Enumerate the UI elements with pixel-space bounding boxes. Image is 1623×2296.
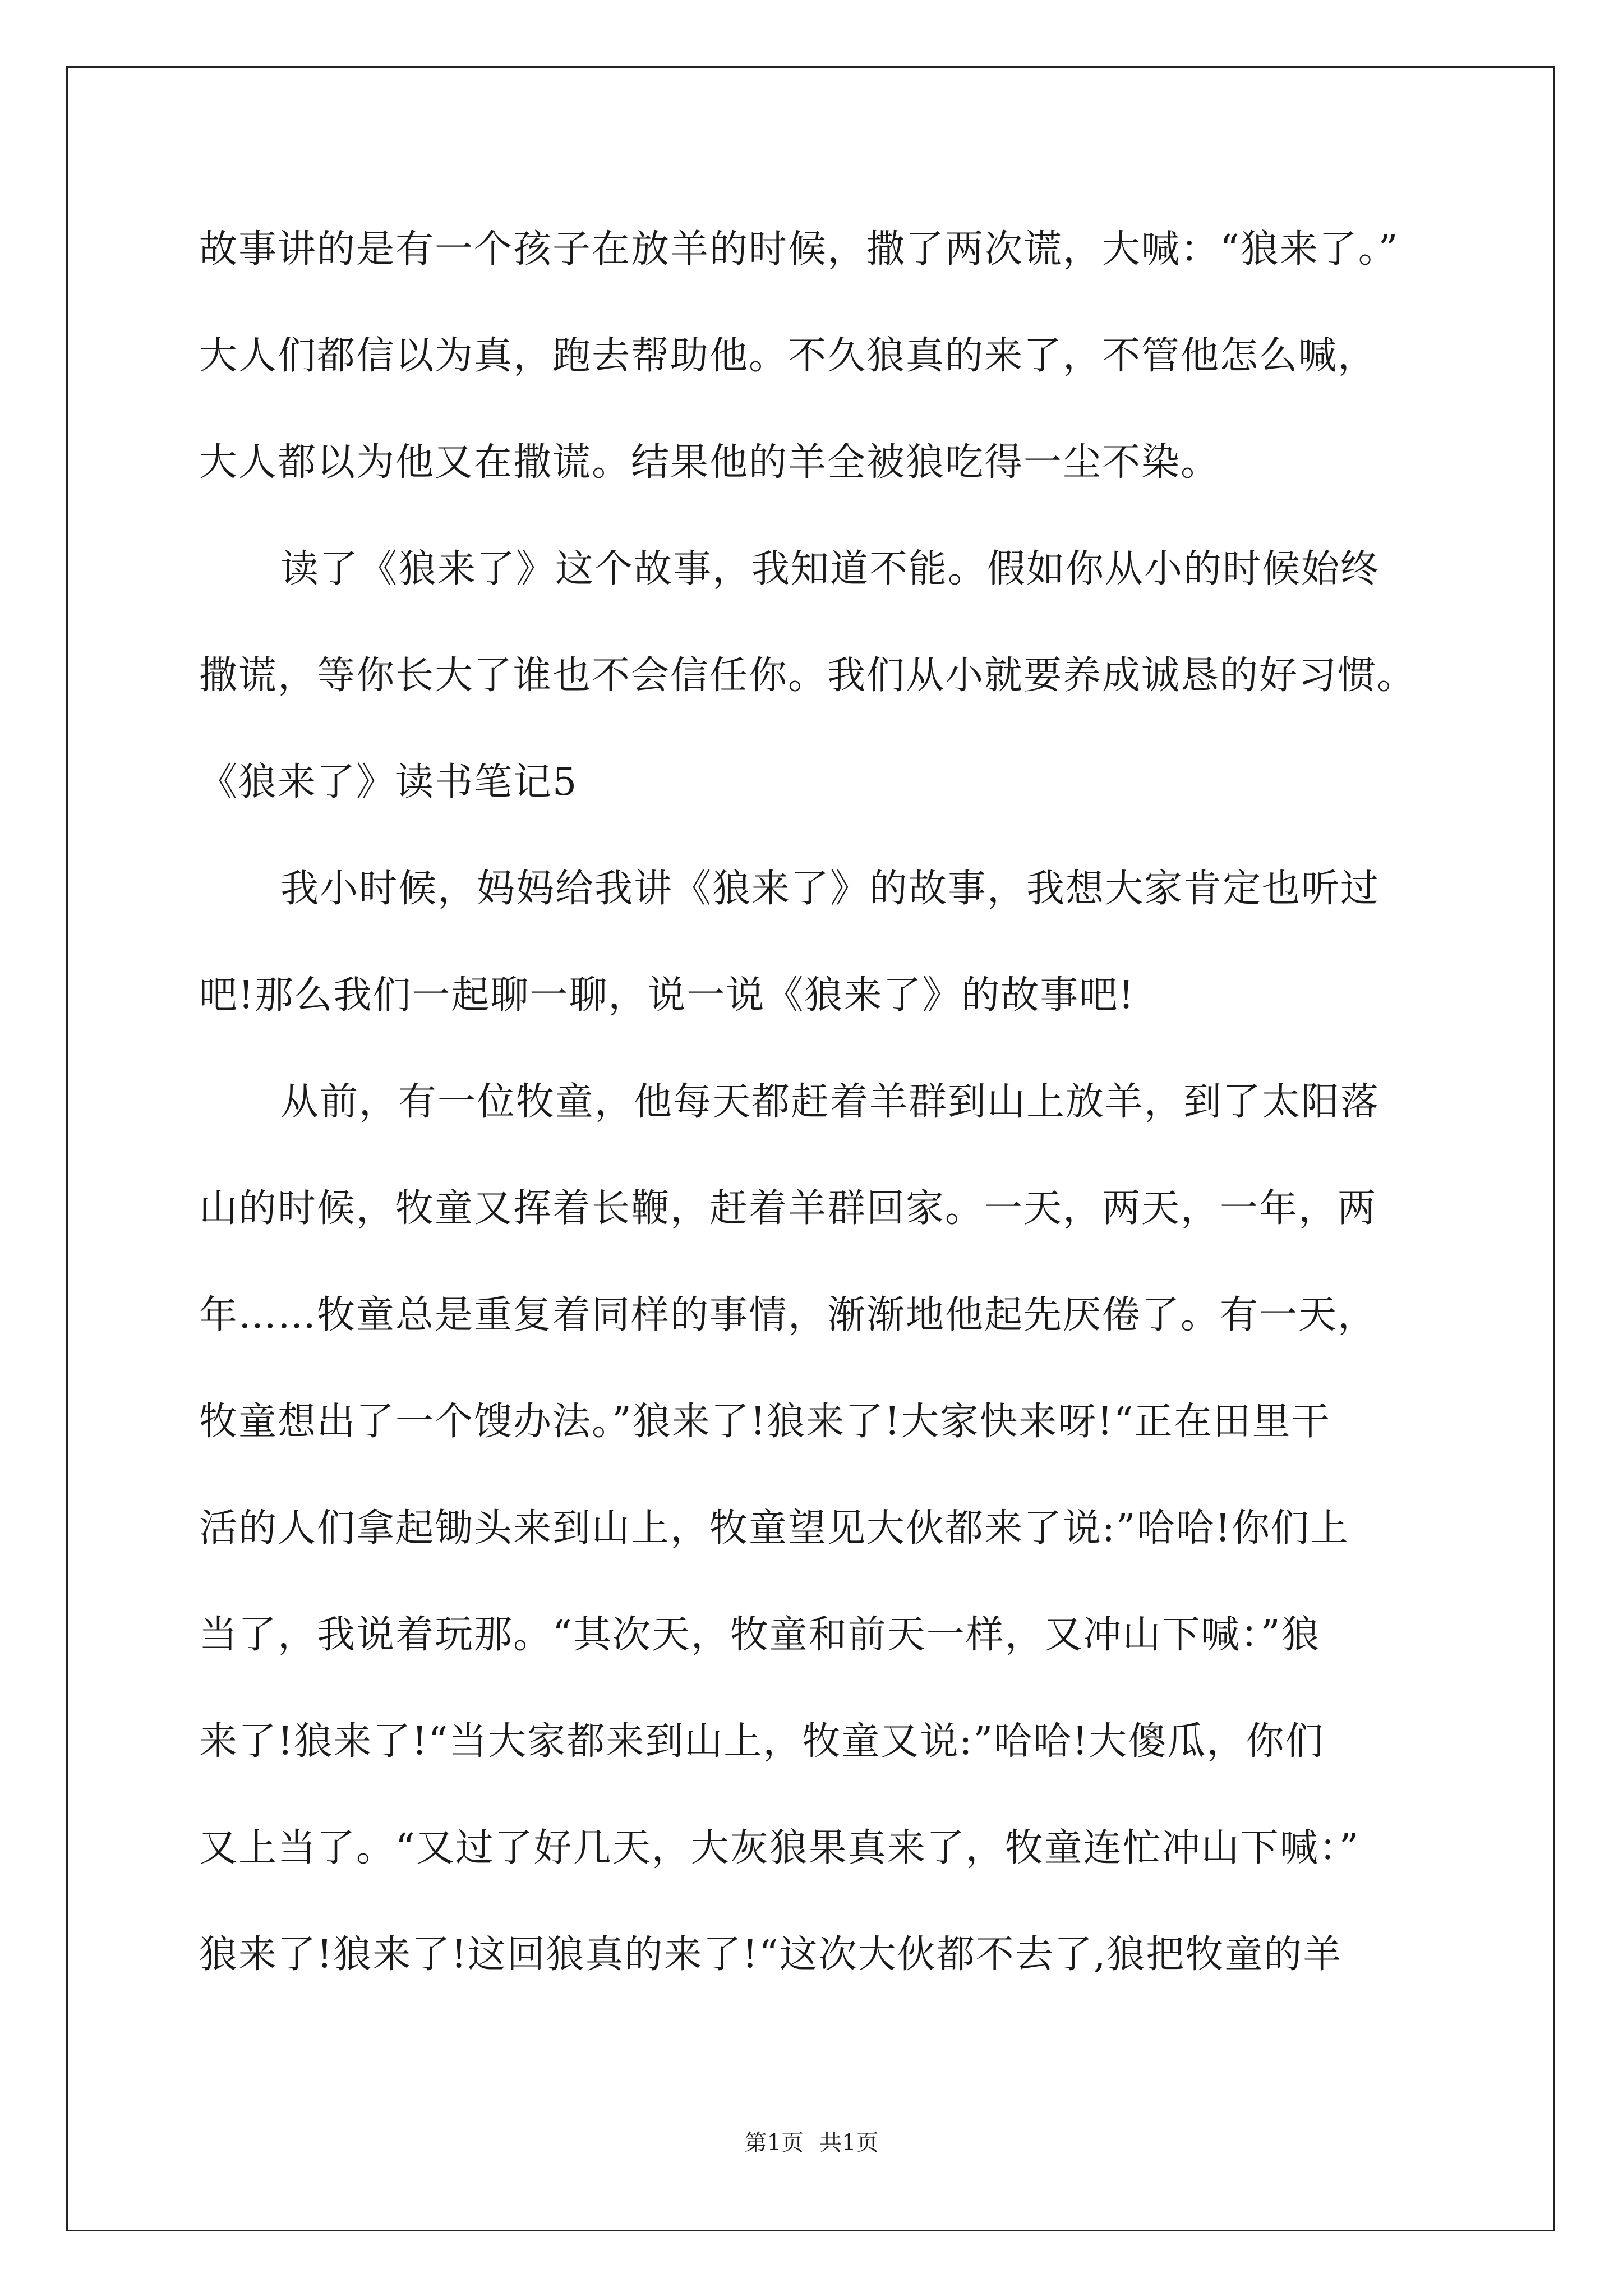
text-line: 狼来了!狼来了!这回狼真的来了!“这次大伙都不去了,狼把牧童的羊 (199, 1932, 1343, 1977)
text-line: 撒谎，等你长大了谁也不会信任你。我们从小就要养成诚恳的好习惯。 (199, 654, 1417, 698)
text-line: 大人都以为他又在撒谎。结果他的羊全被狼吃得一尘不染。 (199, 440, 1220, 485)
page-total: 共1页 (819, 2130, 879, 2156)
text-line: 吧!那么我们一起聊一聊，说一说《狼来了》的故事吧! (199, 973, 1135, 1018)
text-line: 又上当了。“又过了好几天，大灰狼果真来了，牧童连忙冲山下喊：” (199, 1826, 1360, 1870)
text-line: 活的人们拿起锄头来到山上，牧童望见大伙都来了说:”哈哈!你们上 (199, 1506, 1350, 1550)
text-line: 当了，我说着玩那。“其次天，牧童和前天一样，又冲山下喊：”狼 (199, 1613, 1321, 1657)
text-line: 来了!狼来了!“当大家都来到山上，牧童又说:”哈哈!大傻瓜，你们 (199, 1719, 1325, 1764)
page-border (66, 66, 1555, 2231)
text-line: 故事讲的是有一个孩子在放羊的时候，撒了两次谎，大喊：“狼来了。” (199, 227, 1399, 272)
text-line: 读了《狼来了》这个故事，我知道不能。假如你从小的时候始终 (280, 547, 1380, 591)
text-line: 年……牧童总是重复着同样的事情，渐渐地他起先厌倦了。有一天， (199, 1293, 1377, 1337)
section-heading: 《狼来了》读书笔记5 (199, 760, 578, 804)
text-line: 从前，有一位牧童，他每天都赶着羊群到山上放羊，到了太阳落 (280, 1080, 1380, 1124)
page-number: 第1页 (744, 2130, 804, 2156)
text-line: 我小时候，妈妈给我讲《狼来了》的故事，我想大家肯定也听过 (280, 867, 1380, 911)
text-line: 牧童想出了一个馊办法。”狼来了!狼来了!大家快来呀!“正在田里干 (199, 1400, 1331, 1444)
page-footer (0, 2129, 1623, 2157)
text-line: 山的时候，牧童又挥着长鞭，赶着羊群回家。一天，两天，一年，两 (199, 1186, 1377, 1231)
text-line: 大人们都信以为真，跑去帮助他。不久狼真的来了，不管他怎么喊， (199, 334, 1377, 378)
